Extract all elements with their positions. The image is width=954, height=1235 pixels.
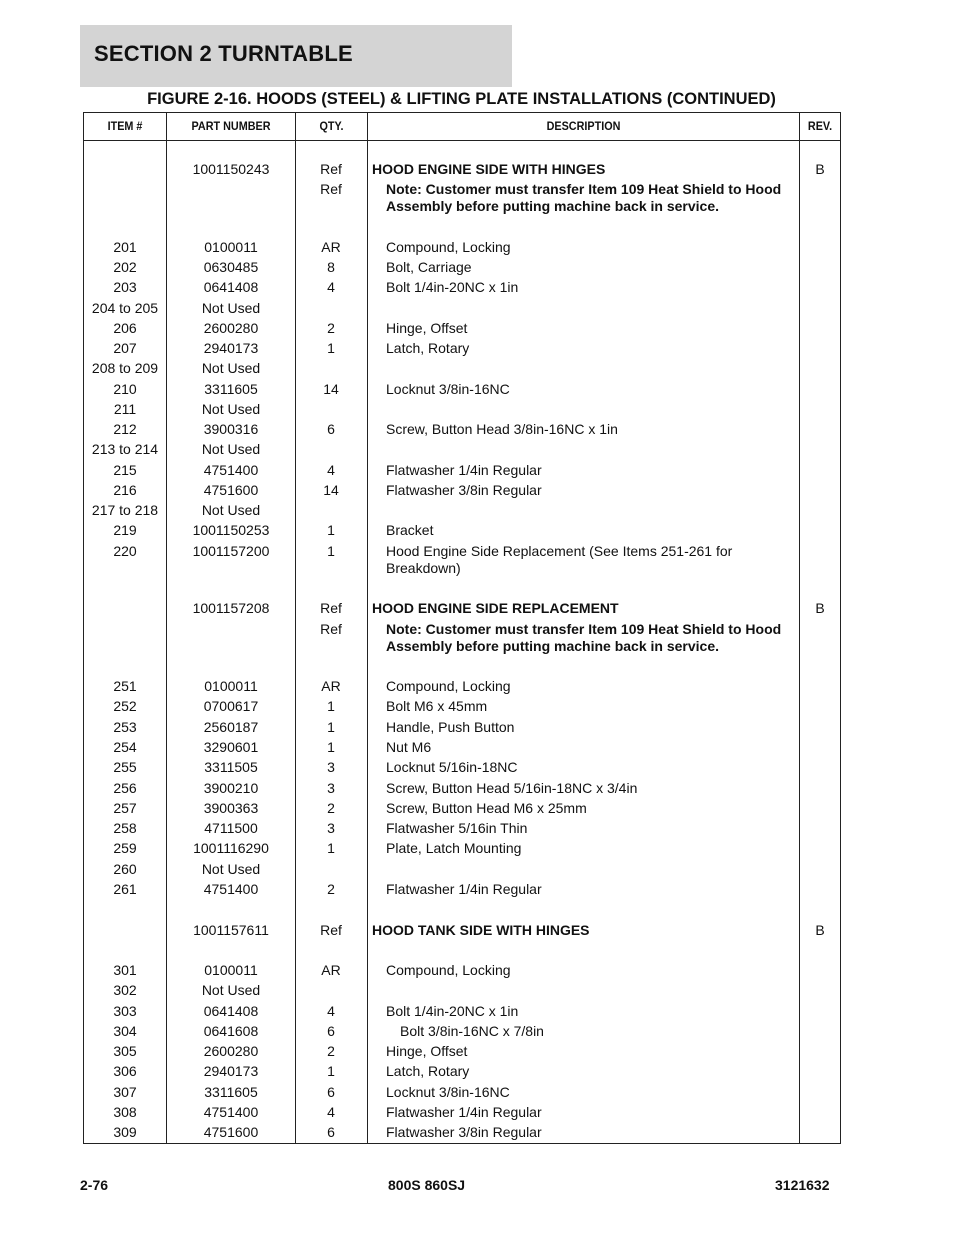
section-banner	[80, 25, 512, 87]
item-number-cell: 259	[113, 840, 137, 856]
item-number-cell: 251	[113, 678, 137, 694]
description-cell: Screw, Button Head 5/16in-18NC x 3/4in	[386, 780, 638, 796]
quantity-cell: 3	[327, 759, 335, 775]
part-number-cell: Not Used	[201, 502, 261, 518]
part-number-cell: Not Used	[201, 300, 261, 316]
description-cell: Latch, Rotary	[386, 340, 470, 356]
description-cell: Compound, Locking	[386, 239, 511, 255]
item-number-cell: 308	[113, 1104, 137, 1120]
item-number-cell: 254	[113, 739, 137, 755]
part-number-cell: 3311605	[204, 1084, 258, 1100]
item-number-cell: 207	[113, 340, 137, 356]
quantity-cell: 1	[327, 522, 335, 538]
description-cell: Hinge, Offset	[386, 1043, 468, 1059]
description-cell: Bolt, Carriage	[386, 259, 472, 275]
item-number-cell: 202	[113, 259, 137, 275]
part-number-cell: 4751600	[203, 482, 259, 498]
item-number-cell: 252	[113, 698, 137, 714]
quantity-cell: Ref	[320, 600, 342, 616]
part-number-cell: 4711500	[204, 820, 258, 836]
description-cell: Hinge, Offset	[386, 320, 468, 336]
quantity-cell: 1	[327, 739, 335, 755]
quantity-cell: 4	[327, 1104, 335, 1120]
part-number-cell: Not Used	[201, 360, 261, 376]
description-cell: Note: Customer must transfer Item 109 Heat Shield to Hood Assembly before putting machine back in service.	[386, 621, 782, 654]
item-number-cell: 260	[113, 861, 137, 877]
quantity-cell: 14	[323, 381, 339, 397]
item-number-cell: 206	[113, 320, 137, 336]
item-number-cell: 204 to 205	[91, 300, 159, 316]
quantity-cell: 2	[327, 881, 335, 897]
item-number-cell: 215	[113, 462, 137, 478]
part-number-cell: 2560187	[203, 719, 259, 735]
item-number-cell: 309	[113, 1124, 137, 1140]
quantity-cell: 4	[327, 279, 335, 295]
part-number-cell: 2600280	[203, 320, 259, 336]
description-cell: HOOD ENGINE SIDE REPLACEMENT	[372, 600, 619, 616]
part-number-cell: 3311605	[204, 381, 258, 397]
item-number-cell: 255	[113, 759, 137, 775]
description-cell: Plate, Latch Mounting	[386, 840, 522, 856]
part-number-cell: 0100011	[204, 678, 258, 694]
quantity-cell: 2	[327, 800, 335, 816]
part-number-cell: 1001157200	[192, 543, 270, 559]
part-number-cell: 3900210	[203, 780, 259, 796]
item-number-cell: 219	[113, 522, 137, 538]
part-number-cell: 1001150253	[192, 522, 270, 538]
item-number-cell: 304	[113, 1023, 137, 1039]
description-cell: Compound, Locking	[386, 962, 511, 978]
header-description: DESCRIPTION	[546, 119, 621, 133]
description-cell: Screw, Button Head 3/8in-16NC x 1in	[386, 421, 618, 437]
quantity-cell: 1	[327, 698, 335, 714]
description-cell: Bolt M6 x 45mm	[386, 698, 488, 714]
part-number-cell: 1001157611	[193, 922, 269, 938]
description-cell: Bracket	[386, 522, 434, 538]
part-number-cell: 1001116290	[193, 840, 269, 856]
item-number-cell: 201	[113, 239, 137, 255]
description-cell: Latch, Rotary	[386, 1063, 470, 1079]
description-cell: Hood Engine Side Replacement (See Items 251-261 for Breakdown)	[386, 543, 733, 576]
quantity-cell: 3	[327, 780, 335, 796]
description-cell: Locknut 5/16in-18NC	[386, 759, 518, 775]
item-number-cell: 210	[113, 381, 137, 397]
quantity-cell: Ref	[320, 181, 342, 197]
quantity-cell: AR	[321, 239, 341, 255]
quantity-cell: 2	[327, 320, 335, 336]
quantity-cell: 1	[327, 719, 335, 735]
description-cell: Bolt 1/4in-20NC x 1in	[386, 1003, 519, 1019]
section-title: SECTION 2 TURNTABLE	[94, 41, 353, 66]
column-divider	[799, 113, 800, 1143]
item-number-cell: 302	[113, 982, 137, 998]
part-number-cell: 0641608	[203, 1023, 259, 1039]
quantity-cell: 6	[327, 1084, 335, 1100]
description-cell: HOOD TANK SIDE WITH HINGES	[372, 922, 590, 938]
parts-table	[83, 112, 841, 1144]
part-number-cell: 4751400	[203, 1104, 259, 1120]
part-number-cell: 3900316	[203, 421, 259, 437]
quantity-cell: 14	[323, 482, 339, 498]
quantity-cell: Ref	[320, 161, 342, 177]
description-cell: Flatwasher 3/8in Regular	[386, 1124, 542, 1140]
quantity-cell: 3	[327, 820, 335, 836]
item-number-cell: 216	[113, 482, 137, 498]
part-number-cell: 0100011	[204, 962, 258, 978]
item-number-cell: 253	[113, 719, 137, 735]
item-number-cell: 213 to 214	[91, 441, 159, 457]
part-number-cell: 4751400	[203, 881, 259, 897]
page-number: 2-76	[80, 1177, 109, 1193]
description-cell: HOOD ENGINE SIDE WITH HINGES	[372, 161, 606, 177]
quantity-cell: 4	[327, 462, 335, 478]
quantity-cell: AR	[321, 962, 341, 978]
part-number-cell: 0641408	[203, 1003, 259, 1019]
header-part-number: PART NUMBER	[191, 119, 271, 133]
item-number-cell: 258	[113, 820, 137, 836]
part-number-cell: 0630485	[203, 259, 259, 275]
item-number-cell: 212	[113, 421, 137, 437]
header-divider	[84, 140, 840, 141]
quantity-cell: 1	[327, 840, 335, 856]
part-number-cell: 0700617	[203, 698, 259, 714]
part-number-cell: Not Used	[201, 441, 261, 457]
column-divider	[367, 113, 368, 1143]
item-number-cell: 220	[113, 543, 137, 559]
description-cell: Locknut 3/8in-16NC	[386, 381, 510, 397]
quantity-cell: 4	[327, 1003, 335, 1019]
model-number: 800S 860SJ	[388, 1177, 466, 1193]
part-number-cell: 1001150243	[192, 161, 270, 177]
figure-title: FIGURE 2-16. HOODS (STEEL) & LIFTING PLATE INSTALLATIONS (CONTINUED)	[147, 90, 776, 108]
item-number-cell: 261	[113, 881, 137, 897]
quantity-cell: Ref	[320, 621, 342, 637]
quantity-cell: 6	[327, 1023, 335, 1039]
header-item: ITEM #	[107, 119, 143, 133]
quantity-cell: 1	[327, 543, 335, 559]
part-number-cell: 4751600	[203, 1124, 259, 1140]
revision-cell: B	[815, 161, 825, 177]
description-cell: Flatwasher 5/16in Thin	[386, 820, 528, 836]
part-number-cell: 1001157208	[192, 600, 270, 616]
quantity-cell: 6	[327, 1124, 335, 1140]
item-number-cell: 208 to 209	[91, 360, 159, 376]
item-number-cell: 303	[113, 1003, 137, 1019]
description-cell: Flatwasher 1/4in Regular	[386, 881, 542, 897]
part-number-cell: 0100011	[204, 239, 258, 255]
description-cell: Locknut 3/8in-16NC	[386, 1084, 510, 1100]
quantity-cell: 2	[327, 1043, 335, 1059]
part-number-cell: 3900363	[203, 800, 259, 816]
item-number-cell: 217 to 218	[91, 502, 159, 518]
item-number-cell: 306	[113, 1063, 137, 1079]
description-cell: Bolt 3/8in-16NC x 7/8in	[400, 1023, 544, 1039]
revision-cell: B	[815, 600, 825, 616]
description-cell: Flatwasher 1/4in Regular	[386, 1104, 542, 1120]
item-number-cell: 211	[113, 401, 137, 417]
part-number-cell: 4751400	[203, 462, 259, 478]
description-cell: Screw, Button Head M6 x 25mm	[386, 800, 587, 816]
quantity-cell: 6	[327, 421, 335, 437]
item-number-cell: 257	[113, 800, 137, 816]
item-number-cell: 203	[113, 279, 137, 295]
quantity-cell: 1	[327, 1063, 335, 1079]
quantity-cell: 1	[327, 340, 335, 356]
part-number-cell: 2940173	[203, 340, 259, 356]
quantity-cell: AR	[321, 678, 341, 694]
header-rev: REV.	[807, 119, 833, 133]
header-qty: QTY.	[319, 119, 344, 133]
item-number-cell: 256	[113, 780, 137, 796]
part-number-cell: Not Used	[201, 982, 261, 998]
revision-cell: B	[815, 922, 825, 938]
part-number-cell: 2600280	[203, 1043, 259, 1059]
description-cell: Nut M6	[386, 739, 432, 755]
description-cell: Bolt 1/4in-20NC x 1in	[386, 279, 519, 295]
description-cell: Flatwasher 1/4in Regular	[386, 462, 542, 478]
part-number-cell: Not Used	[201, 401, 261, 417]
item-number-cell: 305	[113, 1043, 137, 1059]
part-number-cell: Not Used	[201, 861, 261, 877]
quantity-cell: Ref	[320, 922, 342, 938]
part-number-cell: 3290601	[203, 739, 259, 755]
part-number-cell: 2940173	[203, 1063, 259, 1079]
part-number-cell: 0641408	[203, 279, 259, 295]
item-number-cell: 307	[113, 1084, 137, 1100]
description-cell: Compound, Locking	[386, 678, 511, 694]
item-number-cell: 301	[113, 962, 137, 978]
document-number: 3121632	[775, 1177, 830, 1193]
description-cell: Handle, Push Button	[386, 719, 515, 735]
description-cell: Note: Customer must transfer Item 109 Heat Shield to Hood Assembly before putting machine back in service.	[386, 181, 782, 214]
description-cell: Flatwasher 3/8in Regular	[386, 482, 542, 498]
quantity-cell: 8	[327, 259, 335, 275]
part-number-cell: 3311505	[204, 759, 258, 775]
